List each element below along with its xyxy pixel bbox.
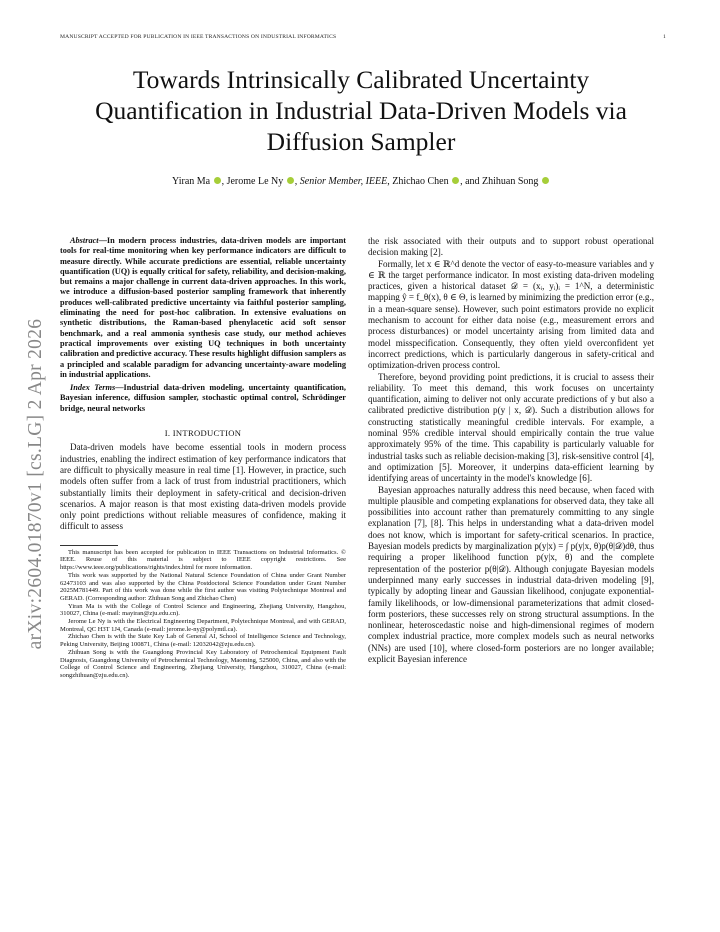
author-name: Yiran Ma: [172, 176, 211, 187]
author-list: [60, 176, 662, 187]
title-line-2: Quantification in Industrial Data-Driven Models via: [95, 96, 627, 125]
left-column: [60, 236, 346, 680]
footnotes: [60, 549, 346, 680]
author-membership: , Senior Member, IEEE: [294, 176, 388, 187]
index-terms-label: Index Terms: [70, 383, 116, 393]
abstract-text: [60, 236, 346, 380]
author-name: , Jerome Le Ny: [221, 176, 284, 187]
paragraph: Data-driven models have become essential tools in modern process industries, enabling the indirect estimation of key performance indicators that are difficult to physically measure in real time [1]. However, in practice, such models often suffer from a lack of trust from industrial practitioners, which substantially limits their deployment in safety-critical and decision-driven scenarios. A major reason is that most existing data-driven models provide only point predictions without reliable measures of confidence, making it difficult to assess: [60, 442, 346, 532]
footnote: This work was supported by the National Natural Science Foundation of China under Grant Number 62473103 and was also supported by the China Postdoctoral Science Foundation under Grant Number 2025M781449. Part of this work was done while the first author was visiting Polytechnique Montreal and GERAD. (Corresponding author: Zhihuan Song and Zhichao Chen): [60, 571, 346, 602]
footnote: Zhichao Chen is with the State Key Lab of General AI, School of Intelligence Science and Technology, Peking University, Beijing 100871, China (e-mail: 12032042@zju.edu.cn).: [60, 633, 346, 649]
author-name: , and Zhihuan Song: [460, 176, 539, 187]
index-terms-body: —Industrial data-driven modeling, uncertainty quantification, Bayesian inference, diffusion sampler, stochastic optimal control, Schrödinger bridge, neural networks: [60, 383, 346, 413]
footnote-rule: [60, 545, 118, 546]
footnote: Zhihuan Song is with the Guangdong Provincial Key Laboratory of Petrochemical Equipment Fault Diagnosis, Guangdong University of Petrochemical Technology, Maoming, 525000, China, and also with the College of Control Science and Engineering, Zhejiang University, Hangzhou, 310027, China (e-mail: songzhihuan@zju.edu.cn).: [60, 648, 346, 679]
index-terms: [60, 383, 346, 414]
paragraph: the risk associated with their outputs and to support robust operational decision making [2].: [368, 236, 654, 258]
paragraph: Formally, let x ∈ ℝ^d denote the vector of easy-to-measure variables and y ∈ ℝ the target performance indicator. In most existing data-driven modeling practices, given a historical dataset 𝒟 = (xᵢ, yᵢ)ᵢ = 1^N, a deterministic mapping ŷ = f_θ(x), θ ∈ Θ, is learned by minimizing the prediction error (e.g., in a mean-square sense). However, such point estimators provide no explicit mechanism to account for either data noise (e.g., measurement errors and process disturbances) or model uncertainty arising from limited data and model misspecification. Consequently, they often yield overconfident yet incorrect predictions, which is particularly dangerous in safety-critical and optimization-driven process control.: [368, 258, 654, 371]
orcid-icon[interactable]: [214, 177, 221, 184]
orcid-icon[interactable]: [542, 177, 549, 184]
orcid-icon[interactable]: [452, 177, 459, 184]
paragraph: Bayesian approaches naturally address this need because, when faced with multiple plausible and competing explanations for observed data, they take all possibilities into account rather than prematurely committing to any single explanation [7], [8]. This helps in understanding what a data-driven model does not know, which is important for safety-critical scenarios. In practice, Bayesian models predicts by marginalization p(y|x) = ∫ p(y|x, θ)p(θ|𝒟)dθ, thus requiring a proper likelihood function p(y|x, θ) and the complete representation of the posterior p(θ|𝒟). Although conjugate Bayesian models underpinned many early successes in industrial data-driven modeling [9], typically by adopting linear and Gaussian likelihood, conjugate exponential-family likelihoods, or low-dimensional parameterizations that admit closed-form posteriors, these successes rely on strong structural assumptions. In the nonlinear, heteroscedastic noise and high-dimensional regimes of modern complex industrial practice, more complex models such as neural networks (NNs) are used [10], where closed-form posteriors are no longer available; explicit Bayesian inference: [368, 484, 654, 664]
title-line-3: Diffusion Sampler: [266, 127, 456, 156]
footnote: Jerome Le Ny is with the Electrical Engineering Department, Polytechnique Montreal, and with GERAD, Montreal, QC H3T 1J4, Canada (e-mail: jerome.le-ny@polymtl.ca).: [60, 618, 346, 633]
paragraph: Therefore, beyond providing point predictions, it is crucial to assess their reliability. To meet this demand, this work focuses on uncertainty quantification, aiming to deliver not only accurate predictions of y but also a calibrated predictive distribution p(y | x, 𝒟). Such a distribution allows for constructing statistically meaningful credible intervals. For example, a nominal 95% credible interval should empirically contain the true value approximately 95% of the time. This capability is particularly valuable for industrial tasks such as reliable decision-making [3], risk-sensitive control [4], and optimization [5]. Moreover, it underpins data-efficient learning by identifying areas of uncertainty in the model's knowledge [6].: [368, 371, 654, 484]
intro-body: [60, 442, 346, 532]
footnote: This manuscript has been accepted for publication in IEEE Transactions on Industrial Informatics. © IEEE. Reuse of this material is subject to IEEE copyright restrictions. See https://www.ieee.org/publications/rights/index.html for more information.: [60, 548, 346, 572]
paper-title: [50, 64, 672, 157]
orcid-icon[interactable]: [287, 177, 294, 184]
running-head-text: MANUSCRIPT ACCEPTED FOR PUBLICATION IN IEEE TRANSACTIONS ON INDUSTRIAL INFORMATICS: [60, 34, 337, 40]
abstract: [60, 236, 346, 380]
section-heading: I. INTRODUCTION: [164, 428, 242, 439]
author-name: , Zhichao Chen: [387, 176, 449, 187]
abstract-label: Abstract: [70, 236, 99, 245]
right-column: [368, 236, 654, 665]
title-line-1: Towards Intrinsically Calibrated Uncertainty: [132, 65, 590, 94]
arxiv-stamp[interactable]: arXiv:2604.01870v1 [cs.LG] 2 Apr 2026: [25, 318, 46, 650]
page-number: 1: [663, 34, 666, 40]
running-head: [60, 34, 666, 40]
abstract-body: —In modern process industries, data-driven models are important tools for real-time monitoring when key performance indicators are difficult to measure directly. While accurate predictions are essential, reliable uncertainty quantification (UQ) is equally critical for safety, reliability, and decision-making, but remains a major challenge in current data-driven approaches. In this work, we introduce a diffusion-based posterior sampling framework that inherently produces well-calibrated predictive uncertainty via faithful posterior sampling, eliminating the need for post-hoc calibration. In extensive evaluations on synthetic distributions, the Raman-based phenylacetic acid soft sensor benchmark, and a real ammonia synthesis case study, our method achieves practical improvements over existing UQ techniques in both uncertainty calibration and predictive accuracy. These results highlight diffusion samplers as a principled and scalable paradigm for advancing uncertainty-aware modeling in industrial applications.: [60, 236, 346, 379]
footnote: Yiran Ma is with the College of Control Science and Engineering, Zhejiang University, Hangzhou, 310027, China (e-mail: mayiran@zju.edu.cn).: [60, 602, 346, 618]
